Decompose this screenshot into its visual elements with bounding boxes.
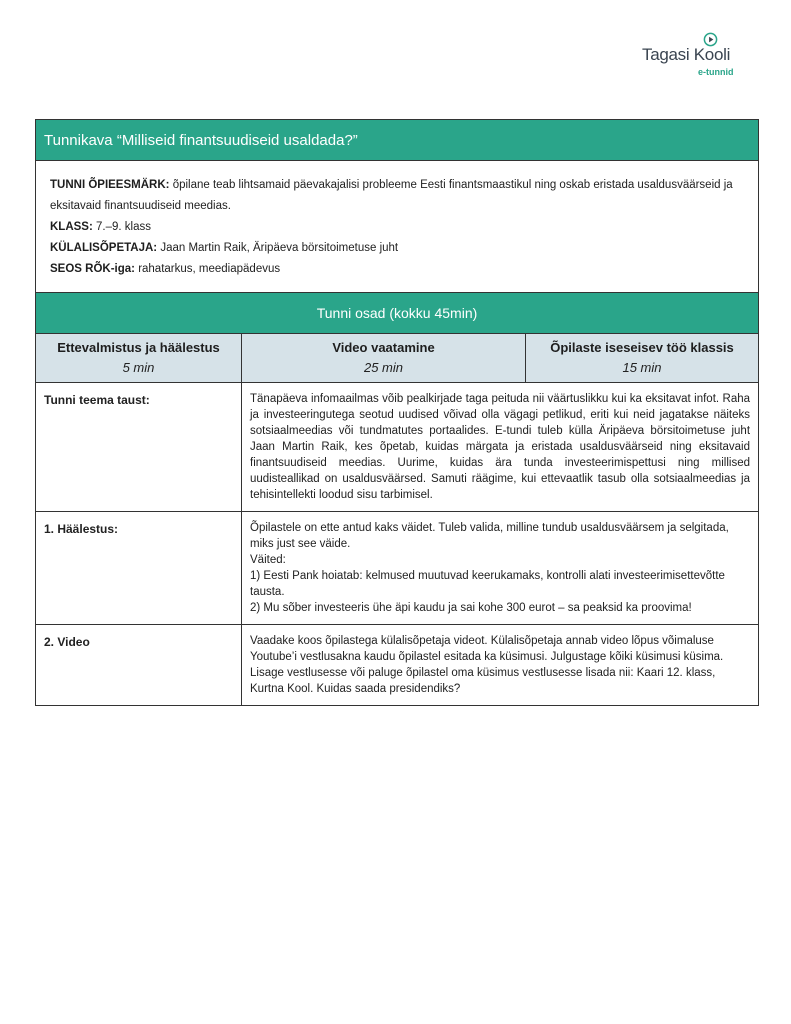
logo-text: Tagasi Kooli bbox=[642, 45, 731, 64]
row-text bbox=[242, 383, 759, 512]
goal-label: TUNNI ÕPIEESMÄRK: bbox=[50, 179, 170, 191]
section-title: Tunni osad bbox=[316, 305, 386, 321]
goal-line bbox=[50, 175, 744, 217]
row-label: Tunni teema taust: bbox=[36, 383, 242, 512]
goal-text: õpilane teab lihtsamaid päevakajalisi probleeme Eesti finantsmaastikul ning oskab eristada usaldusväärseid ja eksitavaid finantsuudiseid meedias. bbox=[50, 179, 733, 212]
curriculum-line bbox=[50, 259, 744, 280]
phase-name: Õpilaste iseseisev töö klassis bbox=[550, 340, 734, 355]
class-line bbox=[50, 217, 744, 238]
row-paragraph: Vaadake koos õpilastega külalisõpetaja videot. Külalisõpetaja annab video lõpus võimaluse Youtube’i vestlusakna kaudu õpilastel esitada ka küsimusi. Julgustage kõiki küsimusi küsima. Lisage vestlusesse või paluge õpilastel oma küsimus vestlusesse lisada nii: Kaari 12. klass, Kurtna Kool. Kuidas saada presidendiks? bbox=[250, 635, 724, 695]
curriculum-label: SEOS RÕK-iga: bbox=[50, 263, 135, 275]
row-paragraph: 2) Mu sõber investeeris ühe äpi kaudu ja sai kohe 300 eurot – sa peaksid ka proovima! bbox=[250, 602, 692, 614]
phase-time: 25 min bbox=[363, 360, 404, 375]
row-label: 2. Video bbox=[36, 625, 242, 706]
section-header bbox=[36, 293, 759, 334]
guest-line bbox=[50, 238, 744, 259]
row-paragraph: Väited: bbox=[250, 554, 286, 566]
row-paragraph: 1) Eesti Pank hoiatab: kelmused muutuvad keerukamaks, kontrolli alati investeerimisettevõtte tausta. bbox=[250, 570, 725, 598]
phase-time: 5 min bbox=[122, 360, 155, 375]
section-total: (kokku 45min) bbox=[389, 305, 478, 321]
logo bbox=[640, 30, 750, 80]
lesson-plan-table bbox=[35, 119, 759, 706]
row-text bbox=[242, 625, 759, 706]
guest-text: Jaan Martin Raik, Äripäeva börsitoimetuse juht bbox=[160, 242, 399, 254]
row-paragraph: Tänapäeva infomaailmas võib pealkirjade taga peituda nii väärtuslikku kui ka eksitavat infot. Raha ja investeeringutega seotud uudised võivad olla vägagi petlikud, eriti kui neid jagatakse näiteks sotsiaalmeedias või tundmatutes portaalides. E-tundi tuleb külla Äripäeva börsitoimetuse juht Jaan Martin Raik, kes õpetab, kuidas märgata ja eristada usaldusväärseid ning eksitavaid finantsuudiseid meedias. Uurime, kuidas ära tunda investeerimispettusi ning millised uudisteallikad on usaldusväärsed. Samuti räägime, kui ettevaatlik tasub olla sotsiaalmeedias ja tehisintellekti loodud sisu tarbimisel. bbox=[250, 393, 751, 501]
class-text: 7.–9. klass bbox=[96, 221, 151, 233]
class-label: KLASS: bbox=[50, 221, 93, 233]
lesson-title: Tunnikava “Milliseid finantsuudiseid usaldada?” bbox=[36, 120, 759, 161]
lesson-info bbox=[36, 161, 759, 293]
logo-subtext: e-tunnid bbox=[698, 67, 734, 77]
curriculum-text: rahatarkus, meediapädevus bbox=[138, 263, 281, 275]
guest-label: KÜLALISÕPETAJA: bbox=[50, 242, 158, 254]
phase-header bbox=[242, 334, 526, 383]
phase-header bbox=[36, 334, 242, 383]
row-paragraph: Õpilastele on ette antud kaks väidet. Tuleb valida, milline tundub usaldusväärsem ja selgitada, miks just see väide. bbox=[250, 522, 729, 550]
phase-name: Ettevalmistus ja häälestus bbox=[57, 340, 220, 355]
row-label: 1. Häälestus: bbox=[36, 512, 242, 625]
phase-name: Video vaatamine bbox=[332, 340, 435, 355]
phase-time: 15 min bbox=[622, 360, 662, 375]
row-text bbox=[242, 512, 759, 625]
phase-header bbox=[526, 334, 759, 383]
